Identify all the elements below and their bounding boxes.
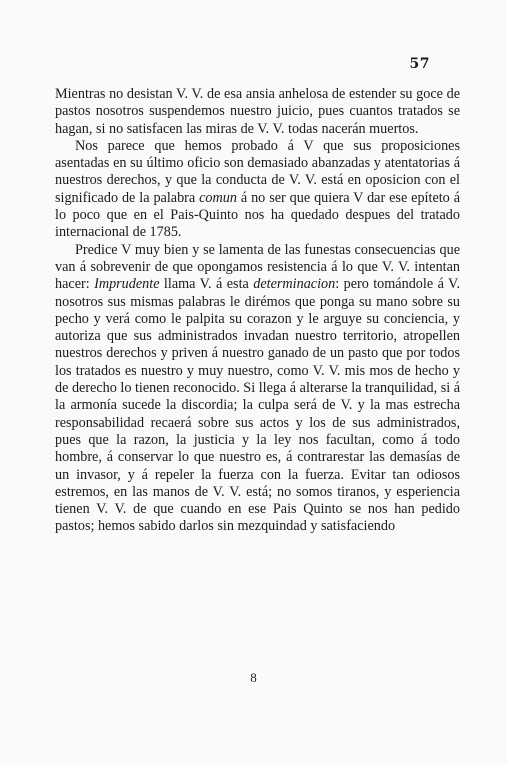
text-run: á no ser que quiera V dar ese epíteto á lo poco que en el Pais-Quinto nos ha quedado despues del tratado internacional de 1785.	[55, 189, 460, 241]
italic-phrase: Imprudente	[94, 276, 160, 293]
page-number: 57	[409, 56, 430, 72]
italic-phrase: comun	[199, 189, 237, 206]
body-text	[55, 86, 460, 536]
paragraph	[55, 242, 460, 536]
paragraph	[55, 86, 460, 138]
text-run: Predice V muy bien y se lamenta de las funestas consecuencias que van á sobrevenir de que opongamos resistencia á lo que V. V. intentan hacer:	[55, 241, 460, 293]
text-run: Nos parece que hemos probado á V que sus proposiciones asentadas en su último oficio son demasiado abanzadas y atentatorias á nuestros derechos, y que la conducta de V. V. está en oposicion con el significado de la palabra	[55, 137, 460, 206]
signature-mark: 8	[250, 670, 257, 685]
text-run: Mientras no desistan V. V. de esa ansia anhelosa de estender su goce de pastos nosotros suspendemos nuestro juicio, pues cuantos tratados se hagan, si no satisfacen las miras de V. V. todas nacerán muertos.	[55, 86, 460, 137]
text-run: llama V. á esta	[159, 276, 254, 293]
paragraph	[55, 138, 460, 242]
text-run: : pero tomándole á V. nosotros sus mismas palabras le dirémos que ponga su mano sobre su pecho y verá como le palpita su corazon y le arguye su conciencia, y autoriza que sus administrados invadan nuestro territorio, atropellen nuestros derechos y priven á nuestro ganado de un pasto que por todos los tratados es nuestro y muy nuestro, como V. V. mis mos de hecho y de derecho lo tienen reconocido. Si llega á alterarse la tranquilidad, si á la armonía sucede la discordia; la culpa será de V. y la mas estrecha responsabilidad recaerá sobre sus actos y los de sus administrados, pues que la razon, la justicia y la ley nos facultan, como á todo hombre, á conservar lo que nuestro es, á contrarestar las demasías de un invasor, y á repeler la fuerza con la fuerza. Evitar tan odiosos estremos, en las manos de V. V. está; no somos tiranos, y esperiencia tienen V. V. de que cuando en ese Pais Quinto se nos han pedido pastos; hemos sabido darlos sin mezquindad y satisfaciendo	[55, 276, 461, 535]
italic-phrase: determinacion	[253, 276, 336, 293]
